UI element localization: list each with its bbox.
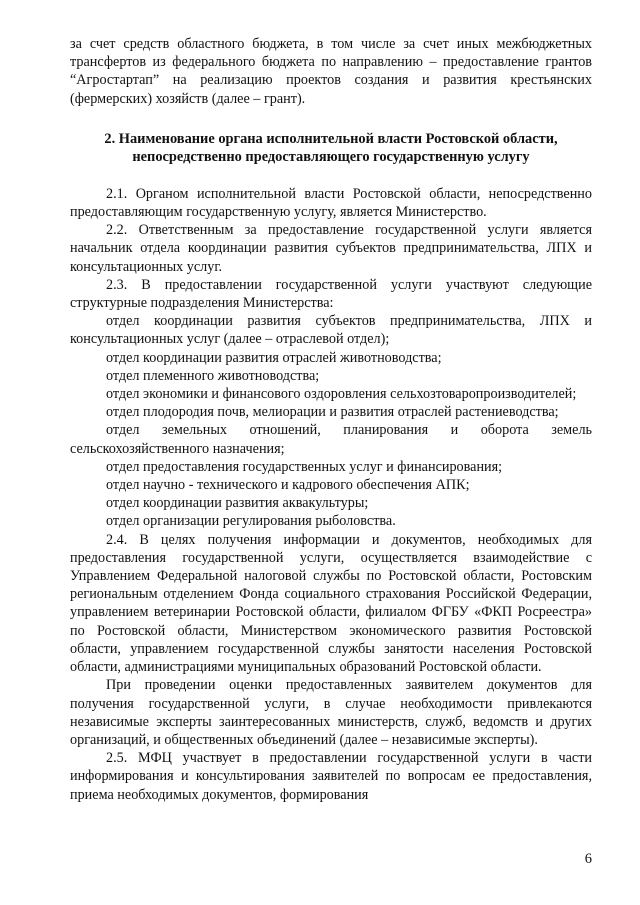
department-item: отдел организации регулирования рыболовства. <box>106 513 396 530</box>
paragraph-2-2: 2.2. Ответственным за предоставление государственной услуги является начальник отдела координации развития субъектов предпринимательства, ЛПХ и консультационных услуг. <box>70 222 592 275</box>
page-content <box>70 35 592 804</box>
department-item: отдел предоставления государственных услуг и финансирования; <box>106 458 503 475</box>
section-heading <box>70 130 592 167</box>
department-item: отдел координации развития субъектов предпринимательства, ЛПХ и консультационных услуг (далее – отраслевой отдел); <box>70 313 592 348</box>
section-title-line-2: непосредственно предоставляющего государственную услугу <box>132 149 530 166</box>
department-item: отдел экономики и финансового оздоровления сельхозтоваропроизводителей; <box>106 386 577 403</box>
paragraph-2-4: 2.4. В целях получения информации и документов, необходимых для предоставления государственной услуги, осуществляется взаимодействие с Управлением Федеральной налоговой службы по Ростовской области, Ростовским региональным отделением Фонда социального страхования Российской Федерации, управлением ветеринарии Ростовской области, филиалом ФГБУ «ФКП Росреестра» по Ростовской области, Министерством экономического развития Ростовской области, управлением государственной службы занятости населения Ростовской области, администрациями муниципальных образований Ростовской области. <box>70 531 592 676</box>
department-item: отдел научно - технического и кадрового обеспечения АПК; <box>106 477 470 494</box>
department-item: отдел земельных отношений, планирования и оборота земель сельскохозяйственного назначения; <box>70 422 592 457</box>
department-item: отдел координации развития аквакультуры; <box>106 495 369 512</box>
paragraph-2-4-experts: При проведении оценки предоставленных заявителем документов для получения государственной услуги, в случае необходимости привлекаются независимые эксперты заинтересованных министерств, служб, ведомств и других организаций, и общественных объединений (далее – независимые эксперты). <box>70 677 592 748</box>
page-number: 6 <box>584 851 592 867</box>
paragraph-2-5: 2.5. МФЦ участвует в предоставлении государственной услуги в части информирования и консультирования заявителей по вопросам ее предоставления, приема необходимых документов, формирования <box>70 750 592 803</box>
department-item: отдел племенного животноводства; <box>106 367 320 384</box>
paragraph-2-3: 2.3. В предоставлении государственной услуги участвуют следующие структурные подразделения Министерства: <box>70 276 592 312</box>
paragraph-2-1: 2.1. Органом исполнительной власти Ростовской области, непосредственно предоставляющим государственную услугу, является Министерство. <box>70 185 592 221</box>
intro-paragraph: за счет средств областного бюджета, в том числе за счет иных межбюджетных трансфертов из федерального бюджета по направлению – предоставление грантов “Агростартап” на реализацию проектов создания и развития крестьянских (фермерских) хозяйств (далее – грант). <box>70 36 592 107</box>
department-item: отдел координации развития отраслей животноводства; <box>106 349 442 366</box>
department-item: отдел плодородия почв, мелиорации и развития отраслей растениеводства; <box>106 404 559 421</box>
section-title-line-1: 2. Наименование органа исполнительной власти Ростовской области, <box>104 130 558 147</box>
